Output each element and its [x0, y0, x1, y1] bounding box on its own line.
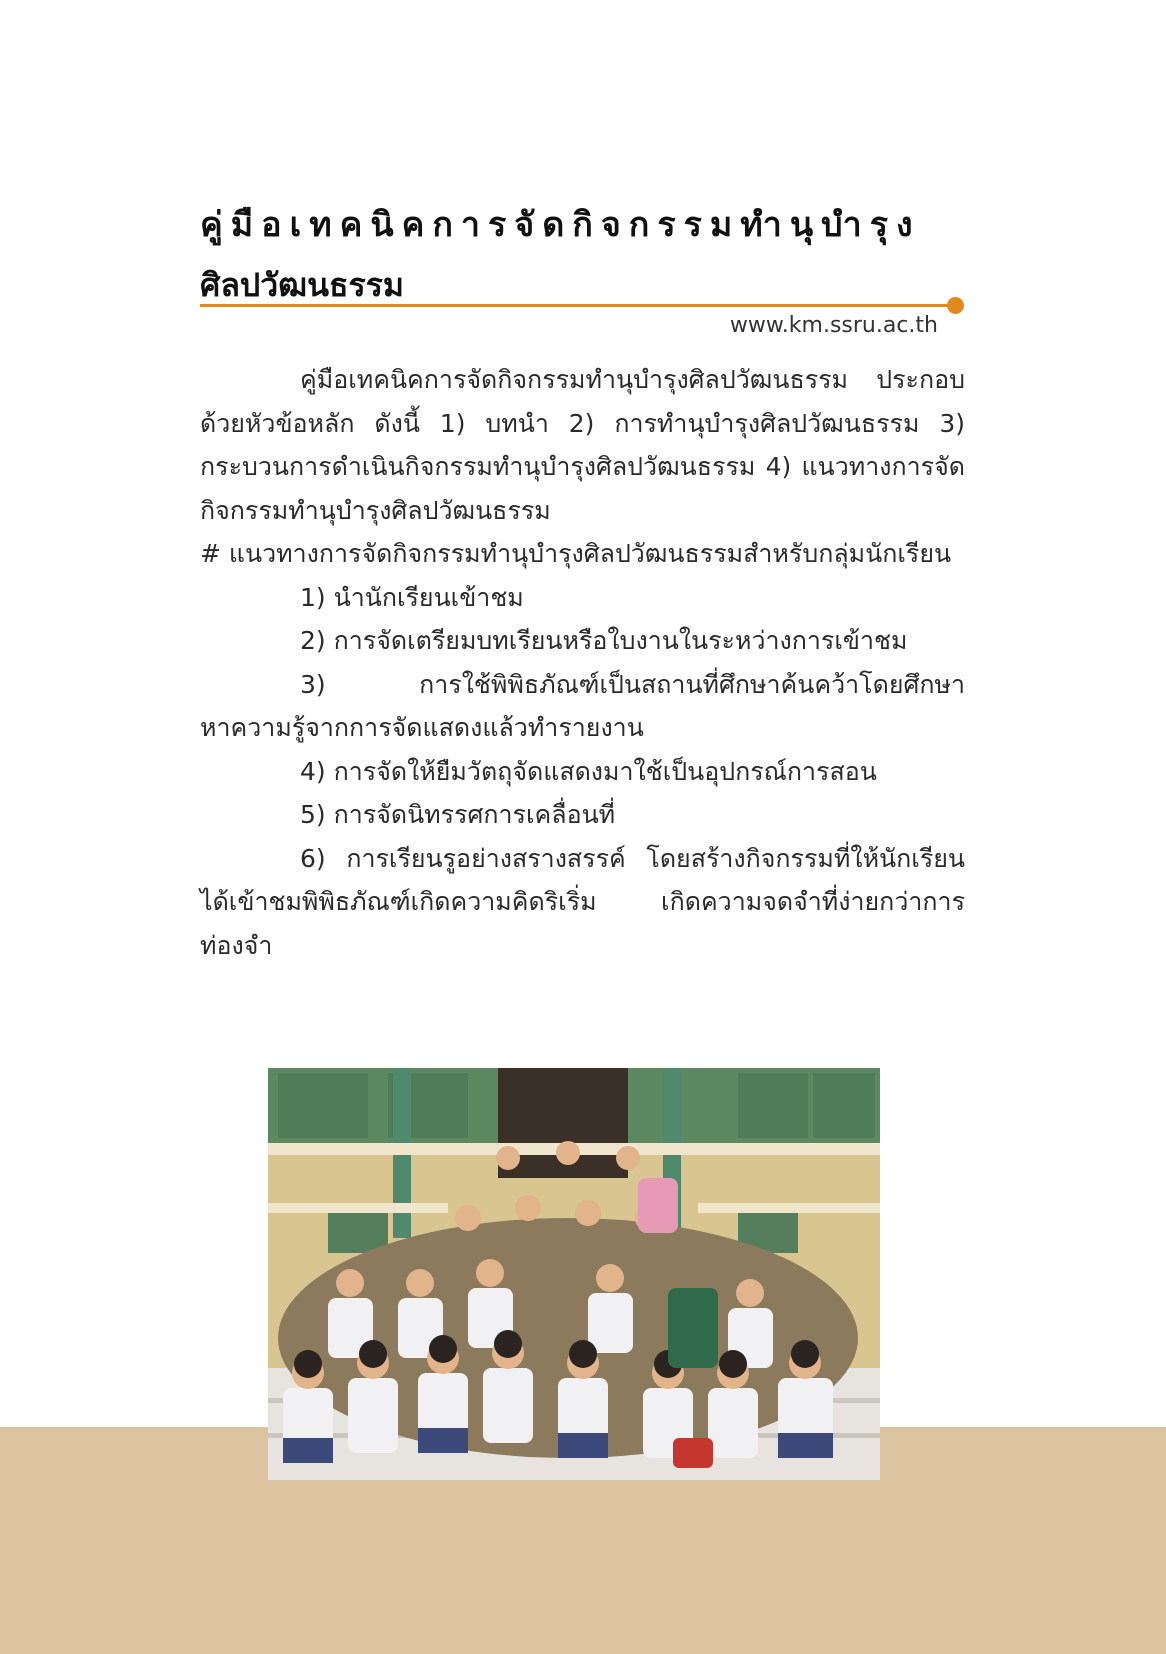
section-heading: # แนวทางการจัดกิจกรรมทำนุบำรุงศิลปวัฒนธรรมสำหรับกลุ่มนักเรียน — [200, 539, 952, 568]
list-item: 1) นำนักเรียนเข้าชม — [300, 582, 524, 612]
underline-dot — [947, 297, 964, 314]
intro-paragraph: คู่มือเทคนิคการจัดกิจกรรมทำนุบำรุงศิลปวัฒนธรรม ประกอบด้วยหัวข้อหลัก ดังนี้ 1) บทนำ 2) การทำนุบำรุงศิลปวัฒนธรรม 3) กระบวนการดำเนินกิจกรรมทำนุบำรุงศิลปวัฒนธรรม 4) แนวทางการจัดกิจกรรมทำนุบำรุงศิลปวัฒนธรรม — [200, 365, 965, 525]
list-item: 4) การจัดให้ยืมวัตถุจัดแสดงมาใช้เป็นอุปกรณ์การสอน — [300, 756, 877, 786]
website-link[interactable]: www.km.ssru.ac.th — [729, 313, 938, 338]
page-title: คู่มือเทคนิคการจัดกิจกรรมทำนุบำรุง — [200, 205, 921, 245]
list-item: 2) การจัดเตรียมบทเรียนหรือใบงานในระหว่างการเข้าชม — [300, 626, 908, 655]
list-item: 5) การจัดนิทรรศการเคลื่อนที่ — [300, 800, 616, 829]
title-underline — [200, 304, 952, 307]
list-item: 6) การเรียนรูอย่างสรางสรรค์ โดยสร้างกิจกรรมที่ให้นักเรียนได้เข้าชมพิพิธภัณฑ์เกิดความคิดริเริ่ม เกิดความจดจำที่ง่ายกว่าการท่องจำ — [200, 843, 965, 960]
page-title-line2: ศิลปวัฒนธรรม — [200, 266, 404, 304]
group-photo-illustration — [268, 1068, 880, 1480]
list-item: 3) การใช้พิพิธภัณฑ์เป็นสถานที่ศึกษาค้นคว้าโดยศึกษาหาความรู้จากการจัดแสดงแล้วทำรายงาน — [200, 669, 965, 742]
group-photo — [268, 1068, 880, 1480]
main-content — [200, 358, 965, 967]
